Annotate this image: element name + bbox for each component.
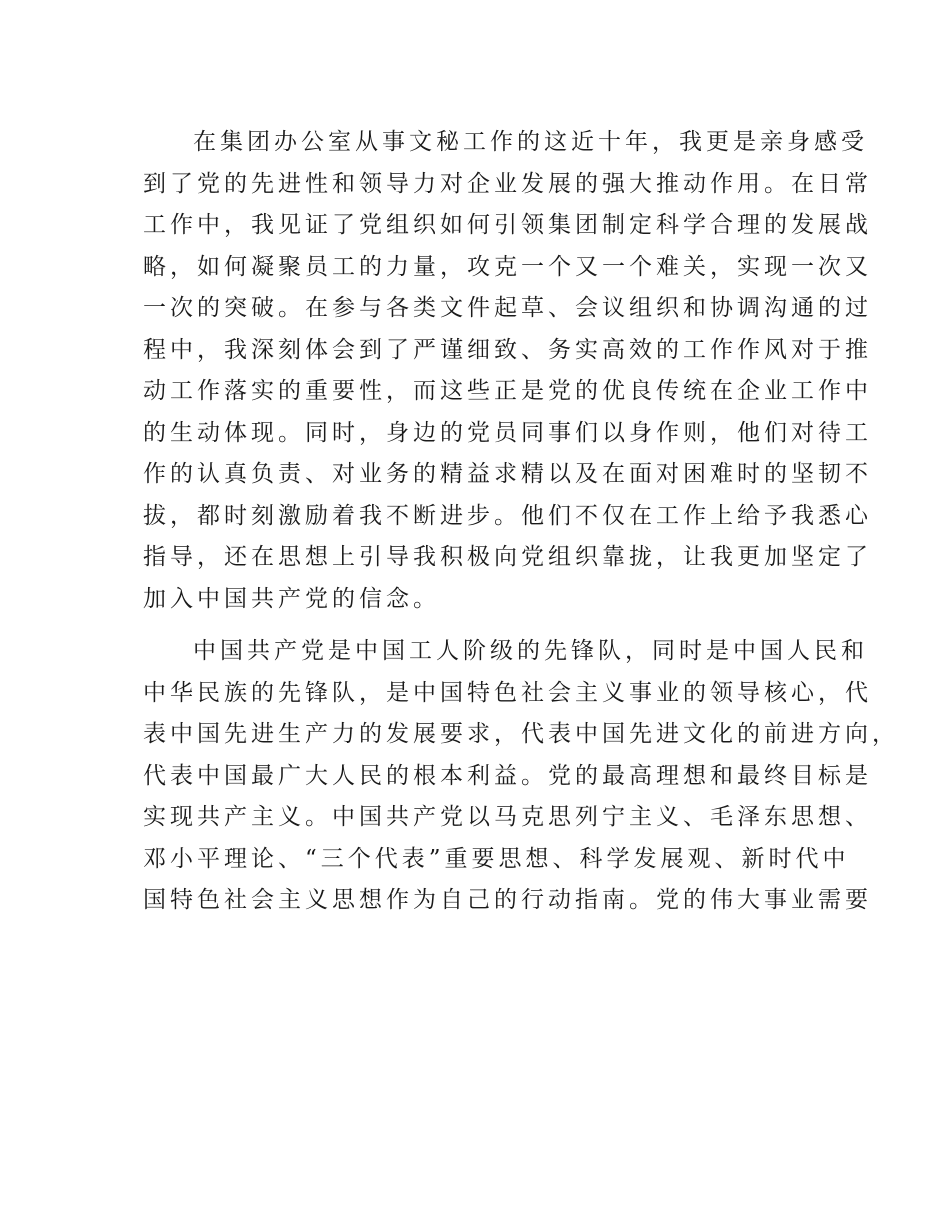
- paragraph-1: [143, 122, 872, 620]
- paragraph-line: 到了党的先进性和领导力对企业发展的强大推动作用。在日常: [143, 170, 872, 197]
- paragraph-line: 中华民族的先锋队，是中国特色社会主义事业的领导核心，代: [143, 679, 872, 706]
- paragraph-line: 表中国先进生产力的发展要求，代表中国先进文化的前进方向，: [143, 721, 899, 747]
- paragraph-line: 实现共产主义。中国共产党以马克思列宁主义、毛泽东思想、: [143, 804, 872, 830]
- paragraph-line: 邓小平理论、“三个代表”重要思想、科学发展观、新时代中: [143, 845, 850, 872]
- paragraph-line: 动工作落实的重要性，而这些正是党的优良传统在企业工作中: [143, 378, 872, 404]
- paragraph-line: 加入中国共产党的信念。: [143, 585, 440, 612]
- paragraph-line: 中国共产党是中国工人阶级的先锋队，同时是中国人民和: [193, 638, 868, 664]
- paragraph-2: [143, 631, 899, 922]
- paragraph-line: 拔，都时刻激励着我不断进步。他们不仅在工作上给予我悉心: [143, 502, 872, 529]
- paragraph-line: 作的认真负责、对业务的精益求精以及在面对困难时的坚韧不: [143, 461, 872, 487]
- paragraph-line: 的生动体现。同时，身边的党员同事们以身作则，他们对待工: [143, 419, 872, 446]
- paragraph-line: 一次的突破。在参与各类文件起草、会议组织和协调沟通的过: [143, 295, 872, 321]
- document-body: [143, 122, 899, 922]
- paragraph-line: 略，如何凝聚员工的力量，攻克一个又一个难关，实现一次又: [143, 253, 872, 280]
- paragraph-line: 在集团办公室从事文秘工作的这近十年，我更是亲身感受: [193, 129, 868, 155]
- paragraph-line: 代表中国最广大人民的根本利益。党的最高理想和最终目标是: [143, 762, 872, 789]
- paragraph-line: 工作中，我见证了党组织如何引领集团制定科学合理的发展战: [143, 212, 872, 238]
- paragraph-line: 程中，我深刻体会到了严谨细致、务实高效的工作作风对于推: [143, 336, 872, 363]
- paragraph-line: 国特色社会主义思想作为自己的行动指南。党的伟大事业需要: [143, 887, 872, 913]
- paragraph-line: 指导，还在思想上引导我积极向党组织靠拢，让我更加坚定了: [143, 544, 872, 570]
